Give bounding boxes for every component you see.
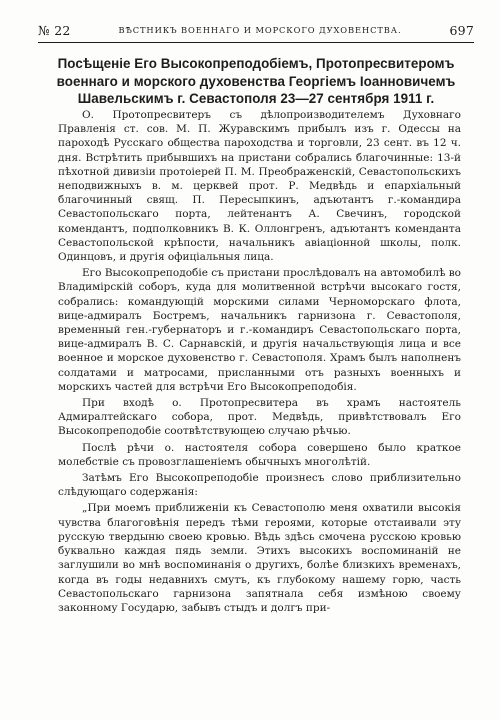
journal-title: ВѢСТНИКЪ ВОЕННАГО И МОРСКОГО ДУХОВЕНСТВА. xyxy=(118,25,402,35)
page-number: 697 xyxy=(449,22,474,38)
article-title xyxy=(44,55,468,108)
article-title-line: военнаго и морского духовенства Георгіемъ Іоанновичемъ xyxy=(56,73,456,89)
running-head xyxy=(38,20,474,40)
paragraph: „При моемъ приближеніи къ Севастополю меня охватили высокія чувства благоговѣнія передъ тѣми героями, которые отстаивали эту русскую твердыню своею кровью. Вѣдь здѣсь смочена русскою кровью буквально каждая пядь земли. Этихъ высокихъ воспоминаній не заглушили во мнѣ воспоминанія о другихъ, болѣе близкихъ временахъ, когда въ годы недавнихъ смутъ, къ глубокому нашему горю, часть Севастопольскаго гарнизона запятнала себя измѣною своему законному Государю, забывъ стыдъ и долгъ при- xyxy=(58,502,461,614)
paragraph: Послѣ рѣчи о. настоятеля собора совершено было краткое молебствіе съ провозглашеніемъ обычныхъ многолѣтій. xyxy=(58,441,461,468)
article-body xyxy=(58,108,461,615)
article-title-line: Посѣщеніе Его Высокопреподобіемъ, Протопресвитеромъ xyxy=(57,56,455,71)
paragraph: Затѣмъ Его Высокопреподобіе произнесъ слово приблизительно слѣдующаго содержанія: xyxy=(58,472,461,499)
header-rule xyxy=(38,42,474,43)
paragraph: При входѣ о. Протопресвитера въ храмъ настоятель Адмиралтейскаго собора, прот. Медвѣдь, привѣтствовалъ Его Высокопреподобіе соотвѣтствующею случаю рѣчью. xyxy=(58,397,461,438)
paragraph: О. Протопресвитеръ съ дѣлопроизводителемъ Духовнаго Правленія ст. сов. М. П. Журавскимъ прибылъ изъ г. Одессы на пароходѣ Русскаго общества пароходства и торговли, 23 сент. въ 12 ч. дня. Встрѣтить прибывшихъ на пристани собрались благочинные: 13-й пѣхотной дивизіи протоіерей П. М. Преображенскій, Севастопольскихъ неподвижныхъ в. м. церквей прот. Р. Медвѣдь и епархіальный благочинный свящ. П. Пересыпкинъ, адъютантъ г.-командира Севастопольскаго порта, лейтенантъ А. Свечинъ, городской комендантъ, подполковникъ В. К. Оллонгренъ, адъютантъ коменданта Севастопольской крѣпости, начальникъ авіаціонной школы, полк. Одинцовъ, и другія офиціальныя лица. xyxy=(58,109,461,264)
paragraph: Его Высокопреподобіе съ пристани прослѣдовалъ на автомобилѣ во Владимірскій соборъ, куда для молитвенной встрѣчи высокаго гостя, собрались: командующій морскими силами Черноморскаго флота, вице-адмиралъ Бостремъ, начальникъ гарнизона г. Севастополя, временный ген.-губернаторъ и г.-командиръ Севастопольскаго порта, вице-адмиралъ В. С. Сарнавскій, и другія начальствующія лица и все военное и морское духовенство г. Севастополя. Храмъ былъ наполненъ солдатами и матросами, присланными отъ разныхъ военныхъ и морскихъ частей для встрѣчи Его Высокопреподобія. xyxy=(58,267,462,393)
issue-number: № 22 xyxy=(38,22,71,38)
article-title-line: Шавельскимъ г. Севастополя 23—27 сентября 1911 г. xyxy=(77,91,435,106)
